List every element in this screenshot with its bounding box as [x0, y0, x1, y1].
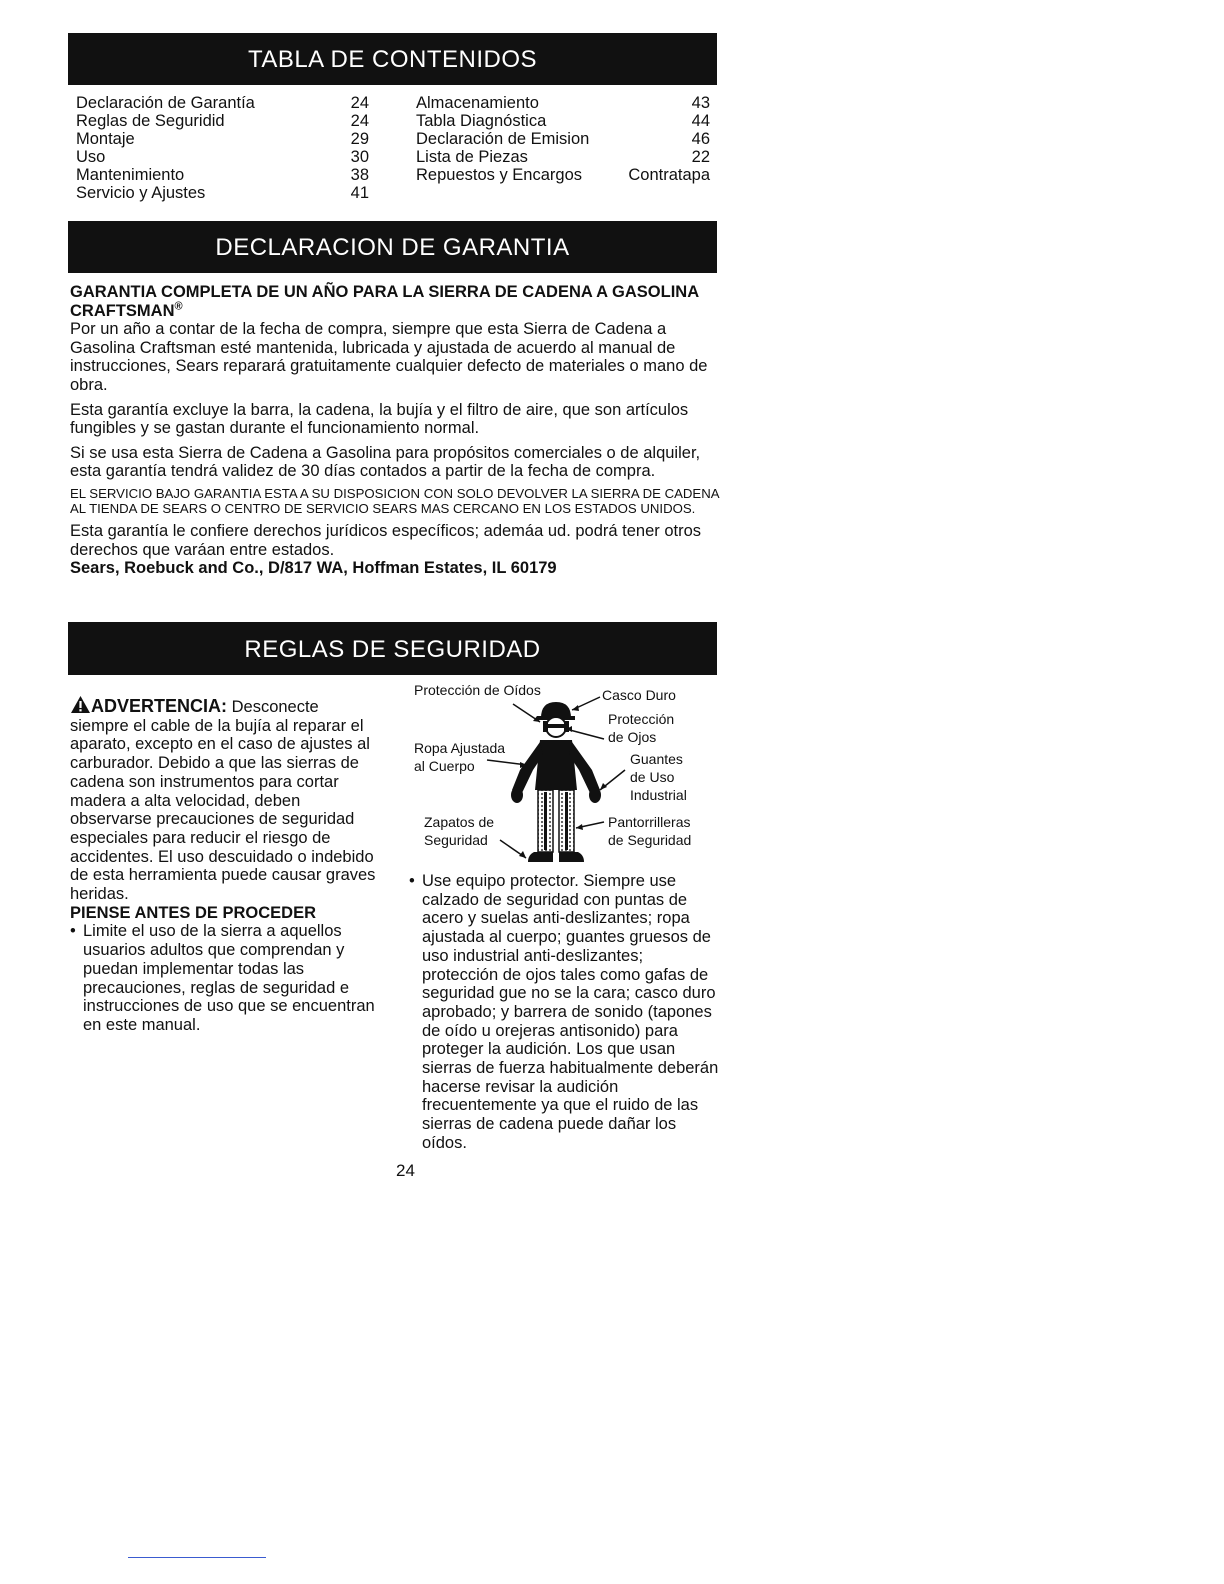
toc-page: 22: [691, 148, 710, 166]
figure-label-shoes: Seguridad: [424, 832, 488, 848]
toc-title-bar: [68, 33, 717, 85]
toc-page: 46: [691, 130, 710, 148]
toc-row: [76, 94, 369, 112]
toc-label: Montaje: [76, 130, 135, 148]
safety-title-bar: [68, 622, 717, 675]
toc-label: Reglas de Seguridid: [76, 112, 225, 130]
list-item: • Use equipo protector. Siempre use calzado de seguridad con puntas de acero y suelas anti-deslizantes; ropa ajustada al cuerpo; guantes gruesos de uso industrial anti-deslizantes; protección de ojos tales como gafas de seguridad gue no se la cara; casco duro aprobado; y barrera de sonido (tapones de oído u orejeras antisonido) para proteger la audición. Los que usan sierras de fuerza habitualmente deberán hacerse revisar la audición frecuentemente ya que el ruido de las sierras de cadena puede dañar los oídos.: [409, 872, 719, 1152]
toc-page: 38: [350, 166, 369, 184]
toc-label: Mantenimiento: [76, 166, 185, 184]
footer-rule: [128, 1557, 266, 1558]
warranty-paragraph: Por un año a contar de la fecha de compra, siempre que esta Sierra de Cadena a Gasolina Craftsman esté mantenida, lubricada y ajustada de acuerdo al manual de instrucciones, Sears reparará gratuitamente cualquier defecto de materiales o mano de obra.: [70, 320, 708, 394]
toc-right-column: [416, 94, 710, 184]
figure-label-eye-protection: de Ojos: [608, 729, 657, 745]
toc-page: 29: [350, 130, 369, 148]
page-number: 24: [396, 1161, 415, 1180]
toc-row: [76, 112, 369, 130]
bullet-text: Use equipo protector. Siempre use calzado de seguridad con puntas de acero y suelas anti-deslizantes; ropa ajustada al cuerpo; guantes gruesos de uso industrial anti-deslizantes; protección de ojos tales como gafas de seguridad gue no se la cara; casco duro aprobado; y barrera de sonido (tapones de oído u orejeras antisonido) para proteger la audición. Los que usan sierras de fuerza habitualmente deberán hacerse revisar la audición frecuentemente ya que el ruido de las sierras de cadena puede dañar los oídos.: [422, 872, 719, 1152]
figure-label-ear-protection: Protección de Oídos: [414, 682, 541, 698]
toc-title: TABLA DE CONTENIDOS: [247, 46, 538, 73]
figure-label-hard-hat: Casco Duro: [602, 687, 676, 703]
toc-row: [416, 130, 710, 148]
toc-page: 44: [691, 112, 710, 130]
safety-left-column: [70, 695, 380, 1035]
figure-label-chaps: de Seguridad: [608, 832, 692, 848]
toc-row: [416, 94, 710, 112]
toc-row: [416, 148, 710, 166]
toc-label: Declaración de Garantía: [76, 94, 255, 112]
toc-row: [76, 166, 369, 184]
toc-label: Tabla Diagnóstica: [416, 112, 547, 130]
warranty-paragraph: Si se usa esta Sierra de Cadena a Gasolina para propósitos comerciales o de alquiler, esta garantía tendrá validez de 30 días contados a partir de la fecha de compra.: [70, 443, 701, 481]
figure-label-clothing: al Cuerpo: [414, 758, 475, 774]
safety-right-column: [409, 872, 721, 1153]
toc-label: Declaración de Emision: [416, 130, 590, 148]
warning-paragraph: [70, 695, 380, 904]
toc-left-column: [76, 94, 369, 202]
toc-page: 41: [350, 184, 369, 202]
toc-label: Repuestos y Encargos: [416, 166, 583, 184]
warranty-section: [70, 283, 730, 578]
registered-mark: ®: [174, 300, 183, 313]
figure-label-gloves: Industrial: [630, 787, 687, 803]
safety-title: REGLAS DE SEGURIDAD: [244, 636, 541, 663]
toc-row: [76, 148, 369, 166]
toc-row: [416, 166, 710, 184]
figure-label-gloves: Guantes: [630, 751, 683, 767]
warranty-title-bar: [68, 221, 717, 273]
warranty-paragraph: Esta garantía excluye la barra, la cadena, la bujía y el filtro de aire, que son artículos fungibles y se gastan durante el funcionamiento normal.: [70, 400, 689, 438]
warranty-service-notice: EL SERVICIO BAJO GARANTIA ESTA A SU DISPOSICION CON SOLO DEVOLVER LA SIERRA DE CADENA AL TIENDA DE SEARS O CENTRO DE SERVICIO SEARS MAS CERCANO EN LOS ESTADOS UNIDOS.: [70, 485, 719, 516]
toc-page: 30: [350, 148, 369, 166]
warranty-title: DECLARACION DE GARANTIA: [215, 234, 570, 261]
toc-row: [76, 184, 369, 202]
toc-page: Contratapa: [628, 166, 710, 184]
warranty-heading-text: GARANTIA COMPLETA DE UN AÑO PARA LA SIERRA DE CADENA A GASOLINA CRAFTSMAN: [70, 283, 699, 320]
warranty-heading: [70, 283, 730, 320]
toc-row: [76, 130, 369, 148]
warning-text: Desconecte siempre el cable de la bujía al reparar el aparato, excepto en el caso de ajustes al carburador. Debido a que las sierras de cadena son instrumentos para cortar madera a alta velocidad, deben observarse precauciones de seguridad especiales para reducir el riesgo de accidentes. El uso descuidado o indebido de esta herramienta puede causar graves heridas.: [70, 698, 376, 904]
toc-page: 24: [350, 94, 369, 112]
warning-triangle-icon: [70, 695, 91, 714]
list-item: • Limite el uso de la sierra a aquellos usuarios adultos que comprendan y puedan implementar todas las precauciones, reglas de seguridad e instrucciones de uso que se encuentran en este manual.: [70, 922, 375, 1034]
think-heading: PIENSE ANTES DE PROCEDER: [70, 903, 317, 922]
warranty-address: Sears, Roebuck and Co., D/817 WA, Hoffman Estates, IL 60179: [70, 559, 557, 578]
toc-label: Servicio y Ajustes: [76, 184, 206, 202]
toc-label: Uso: [76, 148, 106, 166]
toc-page: 24: [350, 112, 369, 130]
warranty-paragraph: Esta garantía le confiere derechos jurídicos específicos; ademáa ud. podrá tener otros derechos que varáan entre estados.: [70, 521, 702, 559]
toc-label: Lista de Piezas: [416, 148, 528, 166]
toc-label: Almacenamiento: [416, 94, 539, 112]
toc-page: 43: [691, 94, 710, 112]
figure-label-gloves: de Uso: [630, 769, 675, 785]
figure-label-chaps: Pantorrilleras: [608, 814, 691, 830]
warning-label: ADVERTENCIA:: [91, 696, 228, 716]
toc-row: [416, 112, 710, 130]
figure-label-shoes: Zapatos de: [424, 814, 495, 830]
figure-label-eye-protection: Protección: [608, 711, 675, 727]
figure-label-clothing: Ropa Ajustada: [414, 740, 506, 756]
bullet-text: Limite el uso de la sierra a aquellos usuarios adultos que comprendan y puedan implementar todas las precauciones, reglas de seguridad e instrucciones de uso que se encuentran en este manual.: [83, 922, 375, 1034]
